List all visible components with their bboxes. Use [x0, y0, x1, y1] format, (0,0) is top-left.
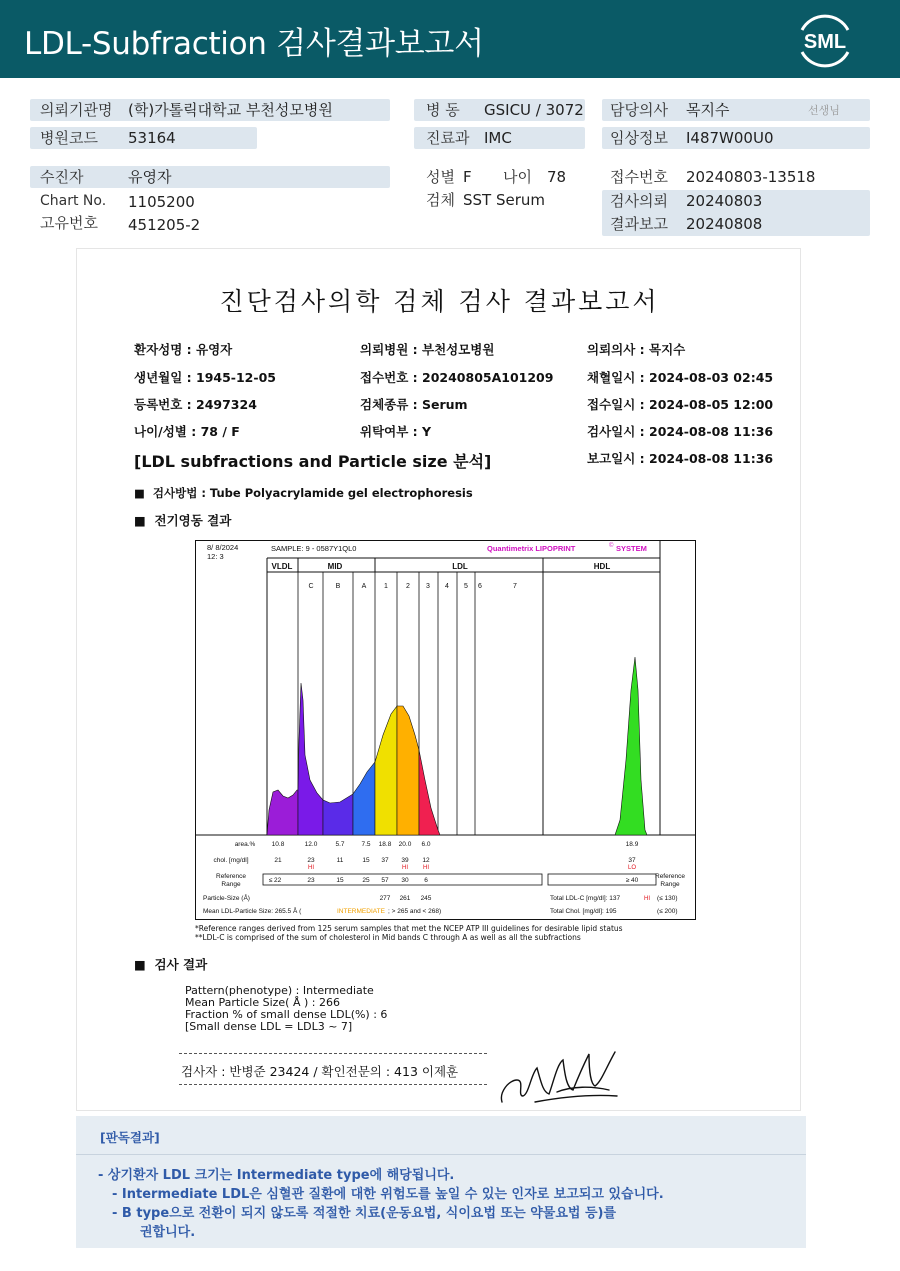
chol-value-0: 21	[274, 857, 282, 864]
chol-flag-1: HI	[308, 865, 314, 871]
particle-value-0: 277	[379, 895, 391, 902]
band-label-C: C	[308, 583, 314, 590]
field-agesex: 나이/성별 : 78 / F	[134, 424, 240, 439]
particle-label: Particle-Size (Å)	[203, 895, 250, 902]
region-mid: MID	[327, 562, 343, 571]
specimen-value: SST Serum	[463, 191, 546, 209]
band-label-B: B	[335, 583, 341, 590]
area-value-hdl: 18.9	[625, 841, 639, 848]
field-doctor: 의뢰의사 : 목지수	[587, 342, 686, 357]
doctor-value: 목지수	[686, 101, 730, 119]
interpretation-line-3: - B type으로 전환이 되지 않도록 적절한 치료(운동요법, 식이요법 또는 약물요법 등)를	[112, 1206, 617, 1221]
chart-brand-suffix: SYSTEM	[616, 544, 647, 553]
chol-flag-5: HI	[402, 865, 408, 871]
results-bullet: ■ 검사 결과	[134, 957, 208, 972]
area-value-4: 18.8	[378, 841, 392, 848]
clinical-label: 임상정보	[610, 129, 668, 147]
field-reported: 보고일시 : 2024-08-08 11:36	[587, 451, 774, 466]
reference-notes	[195, 924, 623, 942]
patient-value: 유영자	[128, 168, 172, 186]
report-date-label: 결과보고	[610, 215, 668, 233]
note-1: *Reference ranges derived from 125 serum samples that met the NCEP ATP III guidelines for desirable lipid status	[195, 924, 623, 933]
band-label-2: 2	[406, 583, 410, 590]
receipt-no-value: 20240803-13518	[686, 168, 816, 186]
lab-report-image	[76, 248, 801, 1111]
department-value: IMC	[484, 129, 512, 147]
electro-text: 전기영동 결과	[154, 513, 232, 528]
mean-size-class: INTERMEDIATE	[337, 908, 385, 915]
ref-value-hdl: ≥ 40	[625, 877, 639, 884]
result-sdldl-def: [Small dense LDL = LDL3 ~ 7]	[185, 1020, 353, 1033]
ward-label: 병 동	[426, 101, 460, 119]
signature-top-rule	[179, 1053, 487, 1054]
interpretation-header	[76, 1116, 806, 1155]
sml-logo	[790, 10, 860, 68]
chol-value-5: 39	[401, 857, 409, 864]
band-label-4: 4	[445, 583, 449, 590]
chol-value-3: 15	[362, 857, 370, 864]
request-date-label: 검사의뢰	[610, 192, 668, 210]
chol-flag-hdl: LO	[627, 865, 637, 871]
chart-frame	[196, 541, 696, 920]
note-2: **LDL-C is comprised of the sum of cholesterol in Mid bands C through A as well as all the subfractions	[195, 933, 581, 942]
ref-value-6: 6	[424, 877, 428, 884]
area-value-6: 6.0	[421, 841, 431, 848]
field-name: 환자성명 : 유영자	[134, 342, 233, 357]
field-collect: 채혈일시 : 2024-08-03 02:45	[587, 370, 774, 385]
chol-flag-6: HI	[423, 865, 429, 871]
mean-size-label: Mean LDL-Particle Size: 265.5 Å (	[203, 908, 302, 915]
region-hdl: HDL	[593, 562, 611, 571]
area-value-1: 12.0	[304, 841, 318, 848]
chart-date: 8/ 8/2024	[207, 543, 239, 552]
region-vldl: VLDL	[271, 562, 293, 571]
interpretation-panel	[76, 1116, 806, 1248]
institution-value: (학)가톨릭대학교 부천성모병원	[128, 101, 333, 119]
institution-label: 의뢰기관명	[40, 101, 113, 119]
request-date-value: 20240803	[686, 192, 763, 210]
report-subtitle: [LDL subfractions and Particle size 분석]	[134, 452, 492, 471]
unique-no-label: 고유번호	[40, 214, 98, 232]
clinical-value: I487W00U0	[686, 129, 774, 147]
chol-value-2: 11	[336, 857, 344, 864]
result-fraction: Fraction % of small dense LDL(%) : 6	[185, 1008, 388, 1021]
ref-label-right-1: Reference	[655, 873, 685, 880]
band-label-5: 5	[464, 583, 468, 590]
signature-bottom-rule	[179, 1084, 487, 1085]
chol-value-hdl: 37	[628, 857, 636, 864]
method-bullet: ■ 검사방법 : Tube Polyacrylamide gel electrophoresis	[134, 486, 473, 500]
area-label: area.%	[234, 841, 256, 848]
ref-value-0: ≤ 22	[268, 877, 282, 884]
interpretation-line-1: - 상기환자 LDL 크기는 Intermediate type에 해당됩니다.	[98, 1168, 455, 1183]
field-dob: 생년월일 : 1945-12-05	[134, 370, 276, 385]
sex-value: F	[463, 168, 472, 186]
chart-no-value: 1105200	[128, 193, 195, 211]
total-ldl-flag: HI	[644, 896, 650, 902]
age-label: 나이	[503, 168, 532, 186]
ref-label-2: Range	[221, 881, 241, 888]
area-value-0: 10.8	[271, 841, 285, 848]
ref-value-4: 57	[381, 877, 389, 884]
patient-row-bg	[30, 166, 390, 188]
receipt-no-label: 접수번호	[610, 168, 668, 186]
patient-label: 수진자	[40, 168, 84, 186]
area-value-2: 5.7	[335, 841, 345, 848]
unique-no-value: 451205-2	[128, 216, 201, 234]
result-mean-size: Mean Particle Size( Å ) : 266	[185, 996, 340, 1009]
interpretation-line-2: - Intermediate LDL은 심혈관 질환에 대한 위험도를 높일 수 있는 인자로 보고되고 있습니다.	[112, 1187, 664, 1202]
report-date-value: 20240808	[686, 215, 763, 233]
field-receipt: 접수번호 : 20240805A101209	[360, 370, 554, 385]
total-chol: Total Chol. [mg/dl]: 195	[550, 908, 617, 915]
field-received: 접수일시 : 2024-08-05 12:00	[587, 397, 774, 412]
result-pattern: Pattern(phenotype) : Intermediate	[185, 984, 374, 997]
ward-value: GSICU / 3072	[484, 101, 584, 119]
chart-time: 12: 3	[207, 552, 224, 561]
peak-vldl	[267, 790, 298, 835]
field-specimen: 검체종류 : Serum	[360, 397, 468, 412]
ref-label-1: Reference	[216, 873, 246, 880]
electro-bullet: ■ 전기영동 결과	[134, 513, 232, 528]
ref-value-1: 23	[307, 877, 315, 884]
region-ldl: LDL	[452, 562, 468, 571]
specimen-label: 검체	[426, 191, 455, 209]
lipoprint-chart	[195, 540, 696, 920]
handwritten-signature	[497, 1046, 622, 1108]
signature-line: 검사자 : 반병준 23424 / 확인전문의 : 413 이제훈	[181, 1064, 459, 1079]
band-label-3: 3	[426, 583, 430, 590]
area-value-5: 20.0	[398, 841, 412, 848]
doctor-suffix: 선생님	[808, 104, 840, 117]
interpretation-line-4: 권합니다.	[140, 1225, 196, 1240]
chol-value-4: 37	[381, 857, 389, 864]
hospital-code-label: 병원코드	[40, 129, 98, 147]
field-outsourced: 위탁여부 : Y	[360, 424, 432, 439]
method-text: 검사방법 : Tube Polyacrylamide gel electrophoresis	[152, 486, 473, 500]
band-label-7: 7	[513, 583, 517, 590]
chol-value-1: 23	[307, 857, 315, 864]
results-text: 검사 결과	[154, 957, 208, 972]
doctor-label: 담당의사	[610, 101, 668, 119]
chol-value-6: 12	[422, 857, 430, 864]
particle-value-1: 261	[399, 895, 411, 902]
field-regno: 등록번호 : 2497324	[134, 397, 257, 412]
page-title: LDL-Subfraction 검사결과보고서	[24, 26, 484, 62]
total-ldl: Total LDL-C [mg/dl]: 137	[550, 895, 621, 902]
chart-no-label: Chart No.	[40, 193, 107, 209]
total-ldl-ref: (≤ 130)	[657, 895, 678, 902]
interpretation-heading: [판독결과]	[100, 1130, 160, 1145]
chol-label: chol. [mg/dl]	[213, 857, 249, 864]
report-title: 진단검사의학 검체 검사 결과보고서	[219, 287, 660, 316]
band-label-A: A	[361, 583, 367, 590]
field-hospital: 의뢰병원 : 부천성모병원	[360, 342, 495, 357]
chart-sample: SAMPLE: 9 - 0587Y1QL0	[271, 544, 357, 553]
ref-label-right-2: Range	[660, 881, 680, 888]
chart-brand: Quantimetrix LIPOPRINT	[487, 544, 576, 553]
ref-value-5: 30	[401, 877, 409, 884]
logo-text: SML	[803, 31, 847, 53]
ref-value-3: 25	[362, 877, 370, 884]
chart-brand-mark: ©	[609, 543, 614, 549]
hospital-code-value: 53164	[128, 129, 176, 147]
age-value: 78	[547, 168, 567, 186]
area-value-3: 7.5	[361, 841, 371, 848]
ref-value-2: 15	[336, 877, 344, 884]
field-tested: 검사일시 : 2024-08-08 11:36	[587, 424, 774, 439]
mean-size-suffix: ; > 265 and < 268)	[388, 908, 442, 915]
band-label-1: 1	[384, 583, 388, 590]
department-label: 진료과	[426, 129, 470, 147]
sex-label: 성별	[426, 168, 455, 186]
band-label-6: 6	[478, 583, 482, 590]
particle-value-2: 245	[420, 895, 432, 902]
total-chol-ref: (≤ 200)	[657, 908, 678, 915]
